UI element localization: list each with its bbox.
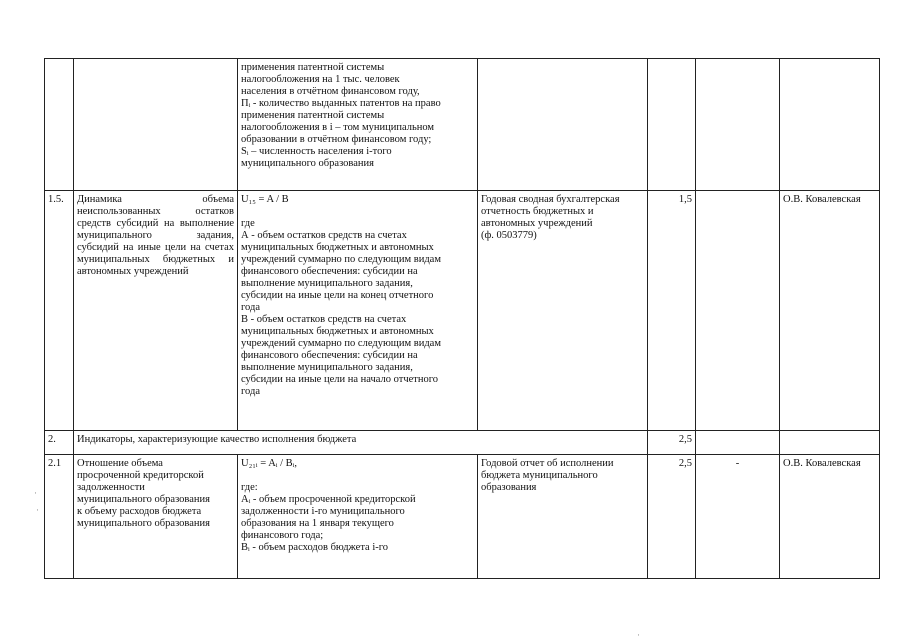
formula-line: применения патентной системы [241,62,385,73]
formula-line: субсидии на иные цели на начало отчетного [241,374,439,385]
row-number: 2. [45,431,74,455]
table-row [45,59,880,191]
indicator-line: Отношение объема [77,458,163,469]
table-row [45,455,880,579]
num-cell [45,59,74,191]
formula-line: выполнение муниципального задания, [241,278,413,289]
formula-line: А - объем остатков средств на счетах [241,230,407,241]
formula-cell [238,455,478,579]
source-line: автономных учреждений [481,218,593,229]
extra-cell [696,191,780,431]
extra-cell: - [696,455,780,579]
formula-line: образования на 1 января текущего [241,518,394,529]
formula-line: образовании в отчётном финансовом году; [241,134,432,145]
weight-value: 1,5 [648,191,696,431]
formula-line: Пᵢ - количество выданных патентов на право [241,98,441,109]
source-line: отчетность бюджетных и [481,206,594,217]
responsible-person: О.В. Ковалевская [780,455,880,579]
formula: U₂₁ᵢ = Aᵢ / Bᵢ, [241,458,298,469]
indicator-line: просроченной кредиторской [77,470,204,481]
formula-line: муниципальных бюджетных и автономных [241,326,434,337]
source-cell [478,191,648,431]
formula-line: налогообложения в i – том муниципальном [241,122,435,133]
formula-where: где: [241,482,258,493]
indicator-cell [74,455,238,579]
formula-cell [238,191,478,431]
formula-line: задолженности i-го муниципального [241,506,405,517]
formula-line: муниципального образования [241,158,374,169]
scan-speck: · [637,630,640,640]
table-row [45,431,880,455]
formula: U₁₅ = A / B [241,194,289,205]
source-cell [478,455,648,579]
scan-speck: · [36,505,39,515]
indicator-line: муниципального образования [77,518,210,529]
formula-line: населения в отчётном финансовом году, [241,86,420,97]
table-row [45,191,880,431]
formula-where: где [241,218,255,229]
indicator-line: муниципального образования [77,494,210,505]
formula-line: финансового обеспечения: субсидии на [241,266,418,277]
indicator-name: Динамика объема неиспользованных остатков средств субсидий на выполнение муниципального задания, субсидий на иные цели на счетах муниципальных бюджетных и автономных учреждений [74,191,238,431]
indicators-table [44,58,880,579]
section-title: Индикаторы, характеризующие качество исполнения бюджета [74,431,648,455]
source-line: (ф. 0503779) [481,230,537,241]
source-line: Годовой отчет об исполнении [481,458,614,469]
source-line: бюджета муниципального [481,470,598,481]
formula-line: В - объем остатков средств на счетах [241,314,407,325]
formula-line: муниципальных бюджетных и автономных [241,242,434,253]
source-line: образования [481,482,537,493]
formula-line: учреждений суммарно по следующим видам [241,254,441,265]
responsible-person: О.В. Ковалевская [780,191,880,431]
row-number: 2.1 [45,455,74,579]
formula-line: применения патентной системы [241,110,385,121]
weight-value: 2,5 [648,455,696,579]
indicator-line: задолженности [77,482,145,493]
formula-line: года [241,302,260,313]
weight-cell [648,59,696,191]
formula-line: финансового обеспечения: субсидии на [241,350,418,361]
indicator-line: к объему расходов бюджета [77,506,202,517]
indicator-cell [74,59,238,191]
formula-line: выполнение муниципального задания, [241,362,413,373]
row-number: 1.5. [45,191,74,431]
formula-line: налогообложения на 1 тыс. человек [241,74,400,85]
formula-line: Bᵢ - объем расходов бюджета i-го [241,542,389,553]
formula-line: финансового года; [241,530,324,541]
formula-line: учреждений суммарно по следующим видам [241,338,441,349]
source-line: Годовая сводная бухгалтерская [481,194,620,205]
responsible-cell [780,59,880,191]
formula-line: субсидии на иные цели на конец отчетного [241,290,434,301]
responsible-cell [780,431,880,455]
source-cell [478,59,648,191]
scan-speck: · [34,488,37,498]
extra-cell [696,431,780,455]
formula-line: Sᵢ – численность населения i-того [241,146,392,157]
formula-line: года [241,386,260,397]
formula-cell [238,59,478,191]
weight-value: 2,5 [648,431,696,455]
formula-line: Aᵢ - объем просроченной кредиторской [241,494,416,505]
extra-cell [696,59,780,191]
